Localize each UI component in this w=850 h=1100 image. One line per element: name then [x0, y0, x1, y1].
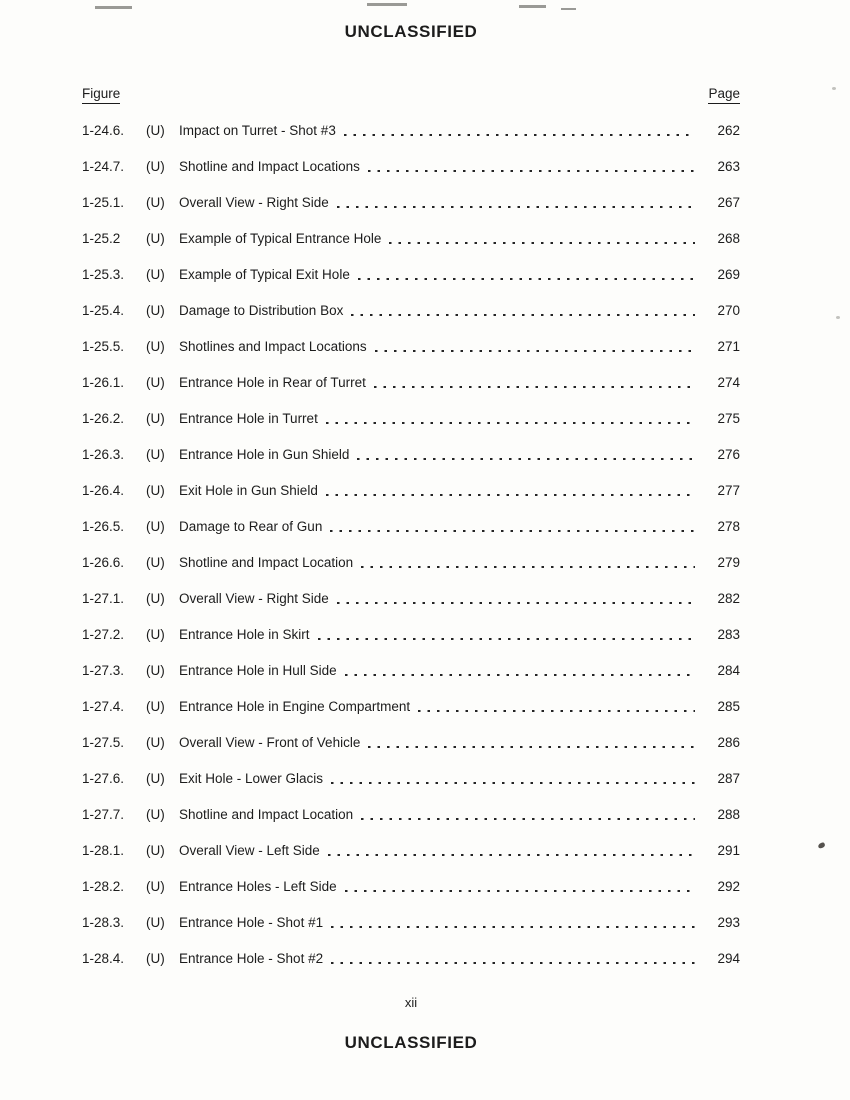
toc-row [82, 447, 740, 463]
page-number: 270 [717, 303, 740, 318]
classification-marker: (U) [146, 843, 165, 858]
figure-number: 1-25.4. [82, 303, 125, 318]
page-number: 278 [717, 519, 740, 534]
classification-marker: (U) [146, 591, 165, 606]
page-number: 274 [717, 375, 740, 390]
toc-row [82, 231, 740, 247]
toc-row [82, 771, 740, 787]
figure-title: Entrance Hole - Shot #2 [179, 951, 324, 966]
figure-title: Entrance Hole in Turret [179, 411, 318, 426]
figure-number: 1-26.2. [82, 411, 125, 426]
figure-number: 1-26.4. [82, 483, 125, 498]
dot-leader [345, 663, 695, 679]
list-header-row [82, 86, 740, 104]
toc-row [82, 555, 740, 571]
dot-leader [331, 951, 695, 967]
dot-leader [337, 591, 695, 607]
figure-list [82, 123, 740, 967]
classification-marker: (U) [146, 519, 165, 534]
classification-marker: (U) [146, 411, 165, 426]
toc-row [82, 591, 740, 607]
figure-title: Overall View - Right Side [179, 591, 329, 606]
toc-row [82, 411, 740, 427]
classification-marker: (U) [146, 447, 165, 462]
toc-row [82, 879, 740, 895]
dot-leader [337, 195, 695, 211]
dot-leader [331, 771, 695, 787]
classification-marker: (U) [146, 735, 165, 750]
page-number: 268 [717, 231, 740, 246]
dot-leader [330, 519, 695, 535]
dot-leader [344, 123, 695, 139]
figure-title: Overall View - Front of Vehicle [179, 735, 361, 750]
page-number: 293 [717, 915, 740, 930]
figure-number: 1-25.5. [82, 339, 125, 354]
dot-leader [351, 303, 695, 319]
figure-title: Entrance Hole in Hull Side [179, 663, 337, 678]
figure-title: Shotlines and Impact Locations [179, 339, 367, 354]
page-number: 287 [717, 771, 740, 786]
classification-marker: (U) [146, 699, 165, 714]
dot-leader [418, 699, 695, 715]
figure-title: Entrance Hole in Engine Compartment [179, 699, 411, 714]
figure-title: Example of Typical Entrance Hole [179, 231, 382, 246]
figure-number: 1-26.5. [82, 519, 125, 534]
page-number: 286 [717, 735, 740, 750]
toc-row [82, 519, 740, 535]
figure-number: 1-27.4. [82, 699, 125, 714]
page-number: 275 [717, 411, 740, 426]
dot-leader [318, 627, 695, 643]
classification-marker: (U) [146, 483, 165, 498]
figure-number: 1-28.2. [82, 879, 125, 894]
classification-marker: (U) [146, 879, 165, 894]
dot-leader [389, 231, 695, 247]
dot-leader [358, 267, 695, 283]
classification-marker: (U) [146, 807, 165, 822]
figure-number: 1-24.7. [82, 159, 125, 174]
figure-title: Overall View - Right Side [179, 195, 329, 210]
figure-number: 1-28.1. [82, 843, 125, 858]
figure-number: 1-27.6. [82, 771, 125, 786]
page-number: 262 [717, 123, 740, 138]
page-number: 267 [717, 195, 740, 210]
figure-number: 1-25.3. [82, 267, 125, 282]
figure-title: Example of Typical Exit Hole [179, 267, 350, 282]
figure-title: Damage to Rear of Gun [179, 519, 323, 534]
figure-title: Entrance Holes - Left Side [179, 879, 337, 894]
toc-row [82, 807, 740, 823]
classification-marker: (U) [146, 375, 165, 390]
toc-row [82, 303, 740, 319]
classification-marker: (U) [146, 159, 165, 174]
figure-title: Entrance Hole in Gun Shield [179, 447, 350, 462]
figure-column-header: Figure [82, 86, 120, 104]
figure-number: 1-27.7. [82, 807, 125, 822]
page-number: 279 [717, 555, 740, 570]
figure-number: 1-27.1. [82, 591, 125, 606]
figure-number: 1-25.1. [82, 195, 125, 210]
figure-title: Entrance Hole in Skirt [179, 627, 310, 642]
figure-title: Entrance Hole - Shot #1 [179, 915, 324, 930]
toc-row [82, 195, 740, 211]
page-number: 283 [717, 627, 740, 642]
dot-leader [326, 483, 695, 499]
toc-row [82, 915, 740, 931]
page-number: 294 [717, 951, 740, 966]
toc-row [82, 267, 740, 283]
dot-leader [328, 843, 695, 859]
classification-marker: (U) [146, 771, 165, 786]
figure-number: 1-26.3. [82, 447, 125, 462]
dot-leader [361, 555, 695, 571]
toc-row [82, 375, 740, 391]
classification-marker: (U) [146, 663, 165, 678]
figure-number: 1-27.3. [82, 663, 125, 678]
dot-leader [331, 915, 695, 931]
dot-leader [368, 159, 695, 175]
toc-row [82, 699, 740, 715]
toc-row [82, 627, 740, 643]
dot-leader [345, 879, 695, 895]
page-number: 277 [717, 483, 740, 498]
page-column-header: Page [708, 86, 740, 104]
dot-leader [357, 447, 695, 463]
page-number: 276 [717, 447, 740, 462]
toc-row [82, 735, 740, 751]
classification-marker: (U) [146, 951, 165, 966]
dot-leader [361, 807, 695, 823]
page-number: 263 [717, 159, 740, 174]
folio-page-number: xii [404, 995, 418, 1010]
figure-title: Damage to Distribution Box [179, 303, 344, 318]
page-number: 271 [717, 339, 740, 354]
figure-title: Shotline and Impact Locations [179, 159, 360, 174]
page-number: 291 [717, 843, 740, 858]
classification-marker: (U) [146, 195, 165, 210]
classification-marker: (U) [146, 627, 165, 642]
classification-marker: (U) [146, 267, 165, 282]
classification-marker: (U) [146, 339, 165, 354]
classification-marker: (U) [146, 915, 165, 930]
figure-title: Impact on Turret - Shot #3 [179, 123, 336, 138]
figure-title: Entrance Hole in Rear of Turret [179, 375, 366, 390]
toc-row [82, 123, 740, 139]
figure-number: 1-26.1. [82, 375, 125, 390]
figure-number: 1-28.4. [82, 951, 125, 966]
toc-row [82, 843, 740, 859]
toc-row [82, 159, 740, 175]
page-number: 292 [717, 879, 740, 894]
figure-number: 1-26.6. [82, 555, 125, 570]
figure-title: Shotline and Impact Location [179, 807, 354, 822]
dot-leader [374, 375, 695, 391]
figure-title: Shotline and Impact Location [179, 555, 354, 570]
toc-row [82, 663, 740, 679]
toc-row [82, 339, 740, 355]
page-number: 285 [717, 699, 740, 714]
figure-number: 1-27.2. [82, 627, 125, 642]
figure-number: 1-27.5. [82, 735, 125, 750]
figure-number: 1-24.6. [82, 123, 125, 138]
classification-banner-top: UNCLASSIFIED [344, 22, 478, 41]
page-number: 269 [717, 267, 740, 282]
page-number: 288 [717, 807, 740, 822]
toc-row [82, 483, 740, 499]
figure-title: Exit Hole - Lower Glacis [179, 771, 324, 786]
figure-title: Exit Hole in Gun Shield [179, 483, 318, 498]
figure-number: 1-28.3. [82, 915, 125, 930]
classification-marker: (U) [146, 555, 165, 570]
dot-leader [326, 411, 695, 427]
classification-marker: (U) [146, 303, 165, 318]
page-number: 282 [717, 591, 740, 606]
dot-leader [368, 735, 695, 751]
classification-marker: (U) [146, 231, 165, 246]
page-footer [82, 995, 740, 1100]
classification-marker: (U) [146, 123, 165, 138]
toc-row [82, 951, 740, 967]
figure-number: 1-25.2 [82, 231, 121, 246]
figure-title: Overall View - Left Side [179, 843, 320, 858]
dot-leader [375, 339, 695, 355]
classification-banner-bottom: UNCLASSIFIED [344, 1033, 478, 1052]
page-number: 284 [717, 663, 740, 678]
